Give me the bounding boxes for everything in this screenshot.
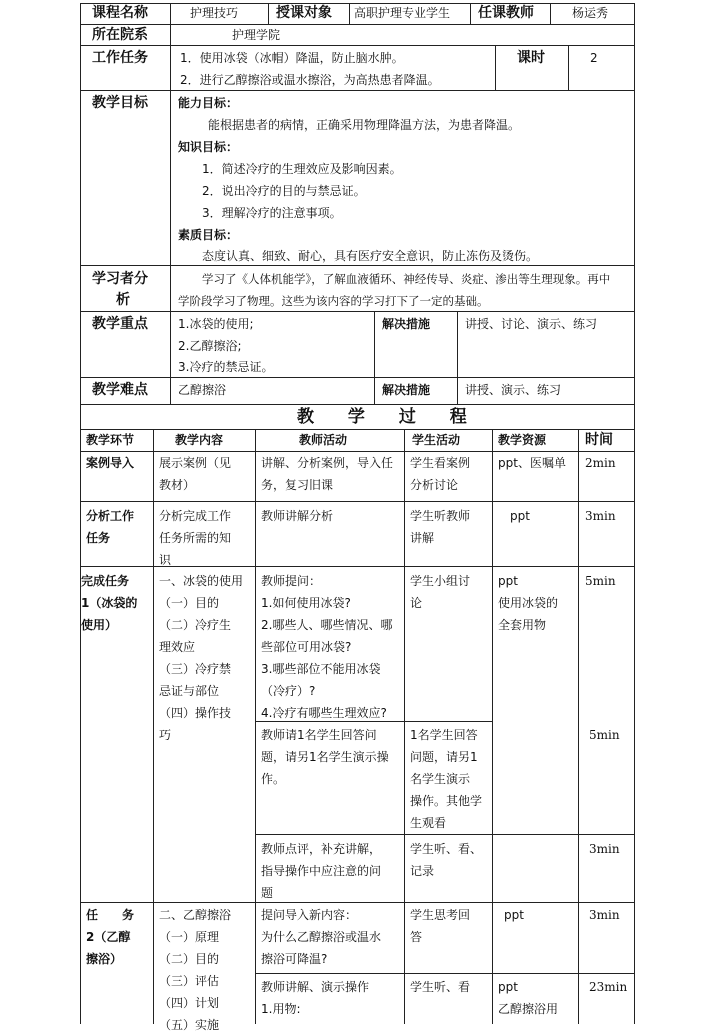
- knowledge-heading: 知识目标：: [178, 140, 239, 154]
- key-solution-value: 讲授、讨论、演示、练习: [465, 317, 598, 331]
- col-header-content: 教学内容: [175, 433, 224, 447]
- rule: [80, 377, 634, 378]
- school-value: 护理学院: [232, 28, 281, 42]
- task-line-2: 2．进行乙醇擦浴或温水擦浴，为高热患者降温。: [180, 73, 440, 87]
- r4-time-a: 3min: [589, 908, 620, 922]
- col-header-stage: 教学环节: [86, 433, 135, 447]
- r4-stage-3: 擦浴）: [86, 952, 123, 966]
- rule: [492, 429, 493, 1024]
- rule: [268, 3, 269, 24]
- r1-teacher: 讲解、分析案例，导入任 务，复习旧课: [261, 456, 394, 492]
- rule: [634, 3, 635, 1024]
- rule: [80, 377, 81, 404]
- difficulty-value: 乙醇擦浴: [178, 383, 227, 397]
- course-name-value: 护理技巧: [190, 6, 239, 20]
- difficulty-solution-value: 讲授、演示、练习: [465, 383, 562, 397]
- r3-teacher-c: 教师点评，补充讲解， 指导操作中应注意的问 题: [261, 842, 382, 900]
- key-point-1: 1.冰袋的使用;: [178, 317, 254, 331]
- r3-time-a: 5min: [585, 574, 616, 588]
- r3-content: 一、冰袋的使用 （一）目的 （二）冷疗生 理效应 （三）冷疗禁 忌证与部位 （四）操作技 巧: [159, 574, 244, 742]
- r3-student-a: 学生小组讨 论: [410, 574, 471, 610]
- school-label: 所在院系: [92, 27, 148, 43]
- rule: [470, 3, 471, 24]
- teacher-value: 杨运秀: [572, 6, 609, 20]
- r4-stage-2: 2（乙醇: [86, 930, 131, 944]
- key-point-3: 3.冷疗的禁忌证。: [178, 360, 274, 374]
- r2-content: 分析完成工作 任务所需的知 识: [159, 509, 232, 567]
- learner-label-1: 学习者分: [92, 271, 148, 287]
- learner-line-1: 学习了《人体机能学》，了解血液循环、神经传导、炎症、渗出等生理现象。再中: [202, 272, 611, 286]
- rule: [404, 429, 405, 1024]
- r3-time-c: 3min: [589, 842, 620, 856]
- r4-teacher-a: 提问导入新内容： 为什么乙醇擦浴或温水 擦浴可降温?: [261, 908, 382, 966]
- difficulty-label: 教学难点: [92, 382, 148, 398]
- r4-content: 二、乙醇擦浴 （一）原理 （二）目的 （三）评估 （四）计划 （五）实施: [159, 908, 232, 1032]
- rule: [80, 3, 81, 1024]
- r1-resource: ppt、医嘱单: [498, 456, 566, 470]
- rule: [80, 501, 634, 502]
- col-header-resource: 教学资源: [498, 433, 547, 447]
- rule: [568, 45, 569, 90]
- r3-stage: 完成任务 1（冰袋的 使用）: [81, 574, 138, 632]
- col-header-student: 学生活动: [412, 433, 461, 447]
- r4-resource-a: ppt: [504, 908, 524, 922]
- r4-student-a: 学生思考回 答: [410, 908, 471, 944]
- process-title: 教 学 过 程: [297, 407, 481, 427]
- rule: [170, 24, 171, 377]
- r2-teacher: 教师讲解分析: [261, 509, 334, 523]
- r3-resource-a: ppt 使用冰袋的 全套用物: [498, 574, 559, 632]
- teacher-label: 任课教师: [478, 5, 534, 21]
- ability-text: 能根据患者的病情，正确采用物理降温方法，为患者降温。: [208, 118, 521, 132]
- r2-student: 学生听教师 讲解: [410, 509, 471, 545]
- knowledge-item-1: 1．简述冷疗的生理效应及影响因素。: [202, 162, 402, 176]
- r1-content: 展示案例（见 教材）: [159, 456, 232, 492]
- rule: [374, 311, 375, 404]
- r3-student-c: 学生听、看、 记录: [410, 842, 483, 878]
- learner-line-2: 学阶段学习了物理。这些为该内容的学习打下了一定的基础。: [178, 294, 489, 308]
- rule: [349, 3, 350, 24]
- rule: [550, 3, 551, 24]
- r2-resource: ppt: [510, 509, 530, 523]
- task-line-1: 1．使用冰袋（冰帽）降温，防止脑水肿。: [180, 51, 404, 65]
- r1-stage: 案例导入: [86, 456, 135, 470]
- audience-value: 高职护理专业学生: [354, 6, 451, 20]
- hours-label: 课时: [517, 50, 545, 66]
- rule: [170, 3, 171, 24]
- r1-student: 学生看案例 分析讨论: [410, 456, 471, 492]
- r4-stage-1: 任 务: [86, 908, 135, 922]
- r3-teacher-a: 教师提问： 1.如何使用冰袋? 2.哪些人、哪些情况、哪 些部位可用冰袋? 3.哪些部位不能用冰袋 （冷疗）? 4.冷疗有哪些生理效应?: [261, 574, 393, 720]
- r3-teacher-b: 教师请1名学生回答问 题，请另1名学生演示操 作。: [261, 728, 389, 786]
- quality-text: 态度认真、细致、耐心，具有医疗安全意识，防止冻伤及烫伤。: [202, 249, 539, 263]
- key-points-label: 教学重点: [92, 316, 148, 332]
- difficulty-solution-label: 解决措施: [382, 383, 431, 397]
- r4-resource-b: ppt 乙醇擦浴用: [498, 980, 559, 1016]
- r4-student-b: 学生听、看: [410, 980, 471, 994]
- r3-student-b: 1名学生回答 问题，请另1 名学生演示 操作。其他学 生观看: [410, 728, 483, 830]
- ability-heading: 能力目标：: [178, 96, 239, 110]
- rule: [495, 45, 496, 90]
- r2-stage: 分析工作 任务: [86, 509, 135, 545]
- quality-heading: 素质目标：: [178, 228, 239, 242]
- audience-label: 授课对象: [276, 5, 332, 21]
- col-header-time: 时间: [585, 432, 613, 448]
- knowledge-item-2: 2．说出冷疗的目的与禁忌证。: [202, 184, 366, 198]
- r4-time-b: 23min: [589, 980, 628, 994]
- knowledge-item-3: 3．理解冷疗的注意事项。: [202, 206, 342, 220]
- key-point-2: 2.乙醇擦浴;: [178, 339, 242, 353]
- task-label: 工作任务: [92, 50, 148, 66]
- key-solution-label: 解决措施: [382, 317, 431, 331]
- course-name-label: 课程名称: [92, 5, 148, 21]
- hours-value: 2: [590, 51, 598, 65]
- learner-label-2: 析: [116, 292, 130, 308]
- r4-teacher-b: 教师讲解、演示操作 1.用物:: [261, 980, 370, 1016]
- rule: [457, 311, 458, 404]
- rule: [80, 45, 634, 46]
- rule: [80, 429, 634, 430]
- goals-label: 教学目标: [92, 95, 148, 111]
- rule: [578, 429, 579, 1024]
- r3-time-b: 5min: [589, 728, 620, 742]
- r1-time: 2min: [585, 456, 616, 470]
- rule: [170, 377, 171, 404]
- col-header-teacher: 教师活动: [299, 433, 348, 447]
- rule: [153, 429, 154, 1024]
- rule: [255, 429, 256, 1024]
- rule: [80, 24, 634, 25]
- r2-time: 3min: [585, 509, 616, 523]
